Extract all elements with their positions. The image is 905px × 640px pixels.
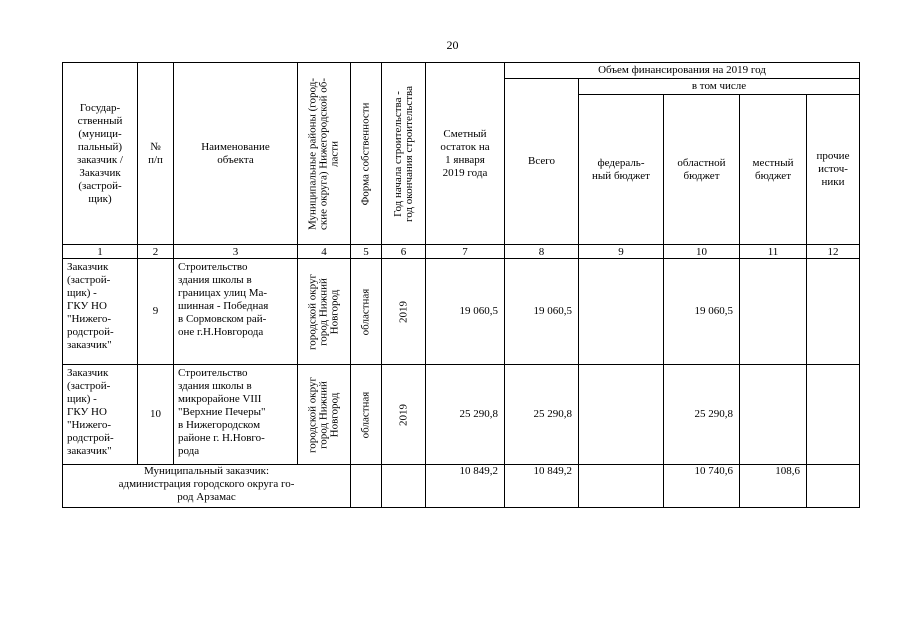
- row-regional: 19 060,5: [664, 259, 740, 365]
- row-municipality: городской округ город Нижний Новгород: [298, 365, 351, 465]
- row-regional: 25 290,8: [664, 365, 740, 465]
- row-other: [807, 365, 860, 465]
- column-number: 5: [351, 245, 382, 259]
- column-number-row: [63, 245, 860, 259]
- summary-label: Муниципальный заказчик: администрация городского округа го- род Арзамас: [63, 465, 351, 508]
- table-row: [63, 365, 860, 465]
- header-object-name: Наименование объекта: [174, 63, 298, 245]
- summary-years: [382, 465, 426, 508]
- header-estimate-balance: Сметный остаток на 1 января 2019 года: [426, 63, 505, 245]
- column-number: 9: [579, 245, 664, 259]
- row-object: Строительство здания школы в микрорайоне VIII "Верхние Печеры" в Нижегородском районе г. Н.Новго- рода: [174, 365, 298, 465]
- header-municipality: Муниципальные районы (город- ские округа) Нижегородской об- ласти: [298, 63, 351, 245]
- row-customer: Заказчик (застрой- щик) - ГКУ НО "Нижего- родстрой- заказчик": [63, 365, 138, 465]
- summary-federal: [579, 465, 664, 508]
- row-num: 9: [138, 259, 174, 365]
- column-number: 6: [382, 245, 426, 259]
- summary-estimate: 10 849,2: [426, 465, 505, 508]
- column-number: 1: [63, 245, 138, 259]
- column-number: 10: [664, 245, 740, 259]
- row-local: [740, 365, 807, 465]
- header-regional: областной бюджет: [664, 95, 740, 245]
- financing-table: [62, 62, 860, 508]
- row-federal: [579, 259, 664, 365]
- header-other: прочие источ- ники: [807, 95, 860, 245]
- row-ownership: областная: [351, 259, 382, 365]
- column-number: 12: [807, 245, 860, 259]
- row-object: Строительство здания школы в границах улиц Ма- шинная - Победная в Сормовском рай- оне г.Н.Новгорода: [174, 259, 298, 365]
- row-years: 2019: [382, 259, 426, 365]
- column-number: 4: [298, 245, 351, 259]
- column-number: 3: [174, 245, 298, 259]
- row-municipality: городской округ город Нижний Новгород: [298, 259, 351, 365]
- table-row: [63, 259, 860, 365]
- row-federal: [579, 365, 664, 465]
- row-ownership: областная: [351, 365, 382, 465]
- column-number: 7: [426, 245, 505, 259]
- row-customer: Заказчик (застрой- щик) - ГКУ НО "Нижего- родстрой- заказчик": [63, 259, 138, 365]
- row-other: [807, 259, 860, 365]
- header-years: Год начала строительства - год окончания строительства: [382, 63, 426, 245]
- header-financing-2019: Объем финансирования на 2019 год: [505, 63, 860, 79]
- header-local: местный бюджет: [740, 95, 807, 245]
- header-num: № п/п: [138, 63, 174, 245]
- page-number: 20: [446, 38, 459, 52]
- header-customer: Государ- ственный (муници- пальный) заказчик / Заказчик (застрой- щик): [63, 63, 138, 245]
- row-years: 2019: [382, 365, 426, 465]
- summary-local: 108,6: [740, 465, 807, 508]
- header-total: Всего: [505, 79, 579, 245]
- row-local: [740, 259, 807, 365]
- row-estimate: 25 290,8: [426, 365, 505, 465]
- summary-row: [63, 465, 860, 508]
- summary-other: [807, 465, 860, 508]
- summary-total: 10 849,2: [505, 465, 579, 508]
- header-ownership: Форма собственности: [351, 63, 382, 245]
- row-total: 25 290,8: [505, 365, 579, 465]
- summary-ownership: [351, 465, 382, 508]
- column-number: 2: [138, 245, 174, 259]
- header-federal: федераль- ный бюджет: [579, 95, 664, 245]
- header-including: в том числе: [579, 79, 860, 95]
- row-estimate: 19 060,5: [426, 259, 505, 365]
- column-number: 11: [740, 245, 807, 259]
- column-number: 8: [505, 245, 579, 259]
- row-num: 10: [138, 365, 174, 465]
- row-total: 19 060,5: [505, 259, 579, 365]
- summary-regional: 10 740,6: [664, 465, 740, 508]
